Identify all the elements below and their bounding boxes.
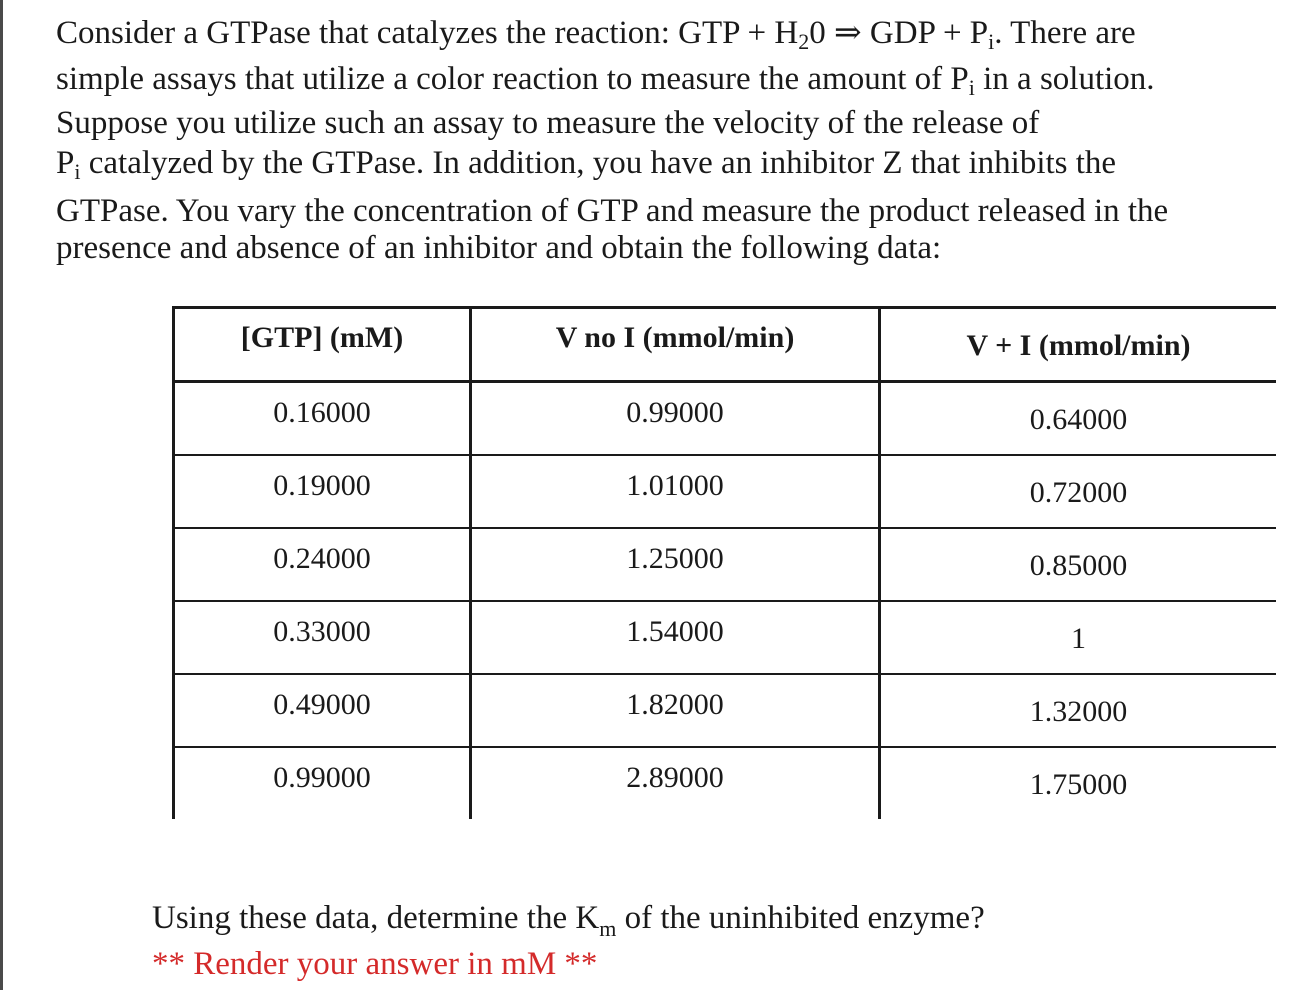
cell-v-no-inhibitor: 0.99000 [471,382,880,456]
cell-v-with-inhibitor: 0.72000 [880,455,1277,528]
header-v-no-inhibitor: V no I (mmol/min) [471,308,880,382]
table-header-row [174,308,1277,382]
table-row [174,455,1277,528]
cell-v-with-inhibitor: 1.32000 [880,674,1277,747]
cell-v-no-inhibitor: 1.25000 [471,528,880,601]
question-line-2: simple assays that utilize a color reaction to measure the amount of $P_i$ in a solution. [56,61,1155,100]
cell-v-no-inhibitor: 1.01000 [471,455,880,528]
question-line-6: presence and absence of an inhibitor and obtain the following data: [56,230,942,266]
question-line-5: GTPase. You vary the concentration of GTP and measure the product released in the [56,193,1169,229]
table-row [174,528,1277,601]
question-prompt: Using these data, determine the $K_m$ of the uninhibited enzyme? [152,900,985,941]
left-border-rule [0,0,3,990]
cell-gtp: 0.24000 [174,528,471,601]
table-row [174,747,1277,819]
table-row [174,601,1277,674]
table-row [174,674,1277,747]
cell-v-with-inhibitor: 1 [880,601,1277,674]
cell-v-no-inhibitor: 1.82000 [471,674,880,747]
question-line-1: Consider a GTPase that catalyzes the reaction: GTP + $H_20$ ⇒ GDP + $P_i$. There are [56,15,1136,54]
cell-v-with-inhibitor: 0.85000 [880,528,1277,601]
table-row [174,382,1277,456]
answer-unit-note: ** Render your answer in mM ** [152,946,598,982]
header-gtp: [GTP] (mM) [174,308,471,382]
cell-v-with-inhibitor: 0.64000 [880,382,1277,456]
cell-gtp: 0.99000 [174,747,471,819]
cell-v-no-inhibitor: 1.54000 [471,601,880,674]
question-line-4: $P_i$ catalyzed by the GTPase. In addition, you have an inhibitor Z that inhibits the [56,145,1117,184]
data-table [172,306,1276,819]
question-text [56,10,1296,271]
cell-v-with-inhibitor: 1.75000 [1029,768,1128,801]
cell-gtp: 0.19000 [174,455,471,528]
cell-gtp: 0.49000 [174,674,471,747]
cell-gtp: 0.33000 [174,601,471,674]
cell-v-no-inhibitor: 2.89000 [471,747,880,819]
cell-gtp: 0.16000 [174,382,471,456]
question-line-3: Suppose you utilize such an assay to measure the velocity of the release of [56,105,1040,141]
header-v-with-inhibitor: V + I (mmol/min) [880,308,1277,382]
